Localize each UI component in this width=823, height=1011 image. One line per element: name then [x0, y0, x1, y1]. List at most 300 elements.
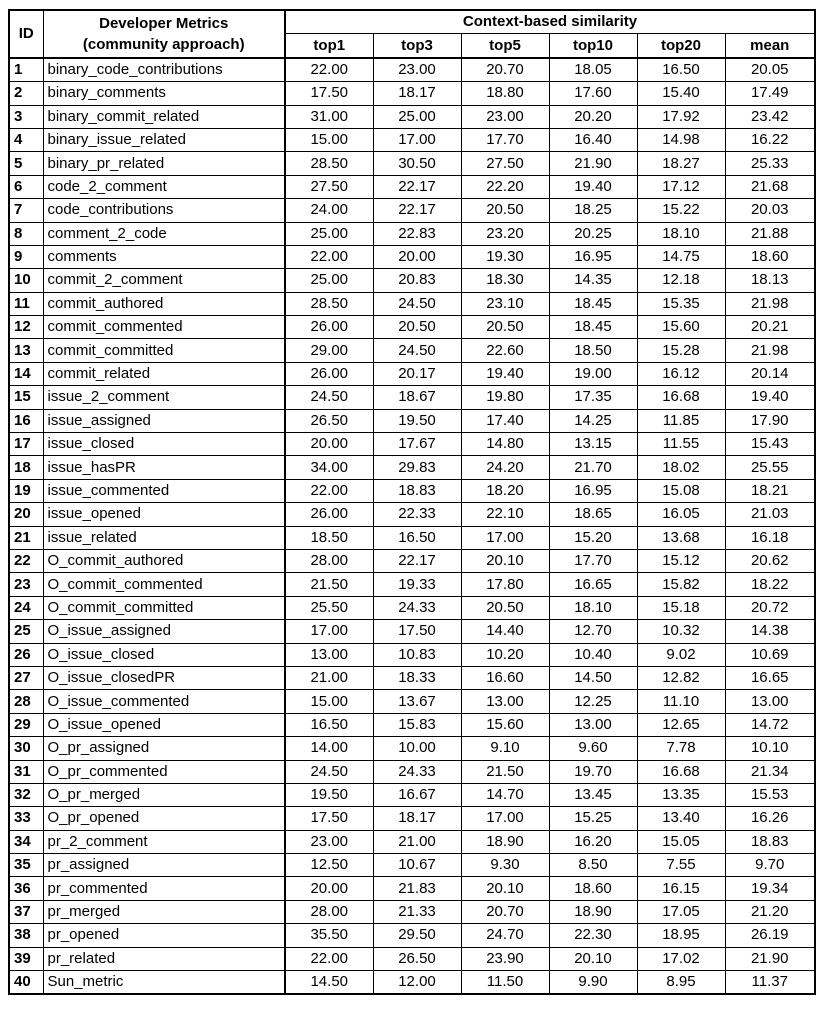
cell-mean: 21.98 [725, 339, 815, 362]
cell-top20: 15.12 [637, 549, 725, 572]
table-row [9, 456, 815, 479]
row-id: 1 [9, 58, 43, 82]
row-id: 24 [9, 596, 43, 619]
row-metric-name: issue_2_comment [43, 386, 285, 409]
table-row [9, 222, 815, 245]
cell-top20: 15.08 [637, 479, 725, 502]
cell-top20: 11.55 [637, 433, 725, 456]
row-metric-name: code_2_comment [43, 175, 285, 198]
cell-top5: 17.40 [461, 409, 549, 432]
cell-mean: 10.10 [725, 737, 815, 760]
cell-top1: 23.00 [285, 830, 373, 853]
row-metric-name: pr_opened [43, 924, 285, 947]
cell-top3: 26.50 [373, 947, 461, 970]
cell-top10: 20.10 [549, 947, 637, 970]
table-row [9, 105, 815, 128]
cell-top20: 16.05 [637, 503, 725, 526]
table-row [9, 409, 815, 432]
cell-mean: 18.60 [725, 245, 815, 268]
cell-top3: 18.83 [373, 479, 461, 502]
cell-mean: 21.88 [725, 222, 815, 245]
cell-top10: 20.20 [549, 105, 637, 128]
cell-top3: 16.67 [373, 783, 461, 806]
row-metric-name: issue_related [43, 526, 285, 549]
cell-top20: 17.12 [637, 175, 725, 198]
cell-top3: 22.17 [373, 549, 461, 572]
cell-top10: 9.60 [549, 737, 637, 760]
cell-top1: 15.00 [285, 128, 373, 151]
metrics-table [8, 9, 816, 995]
cell-mean: 21.98 [725, 292, 815, 315]
cell-top20: 16.68 [637, 760, 725, 783]
table-row [9, 666, 815, 689]
cell-top10: 20.25 [549, 222, 637, 245]
cell-top1: 34.00 [285, 456, 373, 479]
row-metric-name: pr_related [43, 947, 285, 970]
row-id: 40 [9, 971, 43, 995]
cell-top3: 12.00 [373, 971, 461, 995]
table-row [9, 690, 815, 713]
row-id: 34 [9, 830, 43, 853]
cell-top3: 24.50 [373, 292, 461, 315]
cell-top3: 22.33 [373, 503, 461, 526]
cell-top5: 19.80 [461, 386, 549, 409]
cell-top1: 26.50 [285, 409, 373, 432]
row-id: 8 [9, 222, 43, 245]
cell-top3: 20.17 [373, 362, 461, 385]
cell-top3: 17.67 [373, 433, 461, 456]
cell-mean: 16.22 [725, 128, 815, 151]
row-id: 12 [9, 316, 43, 339]
cell-top1: 19.50 [285, 783, 373, 806]
cell-top20: 15.60 [637, 316, 725, 339]
table-row [9, 783, 815, 806]
cell-top5: 24.70 [461, 924, 549, 947]
cell-top10: 17.60 [549, 82, 637, 105]
row-id: 33 [9, 807, 43, 830]
cell-top5: 19.40 [461, 362, 549, 385]
cell-top1: 13.00 [285, 643, 373, 666]
cell-mean: 14.38 [725, 620, 815, 643]
cell-top5: 17.00 [461, 526, 549, 549]
cell-top20: 16.15 [637, 877, 725, 900]
cell-top3: 21.33 [373, 900, 461, 923]
row-metric-name: commit_committed [43, 339, 285, 362]
row-id: 28 [9, 690, 43, 713]
row-id: 20 [9, 503, 43, 526]
cell-mean: 16.18 [725, 526, 815, 549]
table-row [9, 924, 815, 947]
table-row [9, 971, 815, 995]
cell-top1: 12.50 [285, 854, 373, 877]
row-metric-name: binary_commit_related [43, 105, 285, 128]
table-row [9, 947, 815, 970]
table-row [9, 549, 815, 572]
row-metric-name: binary_issue_related [43, 128, 285, 151]
cell-top10: 13.15 [549, 433, 637, 456]
table-row [9, 175, 815, 198]
cell-top10: 17.35 [549, 386, 637, 409]
cell-top5: 14.80 [461, 433, 549, 456]
cell-top1: 21.00 [285, 666, 373, 689]
cell-mean: 25.55 [725, 456, 815, 479]
cell-top20: 13.68 [637, 526, 725, 549]
cell-top1: 28.50 [285, 152, 373, 175]
header-top20: top20 [637, 34, 725, 58]
cell-top5: 23.00 [461, 105, 549, 128]
row-metric-name: code_contributions [43, 199, 285, 222]
row-id: 11 [9, 292, 43, 315]
cell-top5: 17.80 [461, 573, 549, 596]
row-metric-name: O_issue_opened [43, 713, 285, 736]
cell-top10: 14.35 [549, 269, 637, 292]
cell-top10: 16.20 [549, 830, 637, 853]
cell-top1: 14.50 [285, 971, 373, 995]
cell-top20: 7.55 [637, 854, 725, 877]
cell-mean: 21.20 [725, 900, 815, 923]
cell-top3: 22.17 [373, 175, 461, 198]
cell-top5: 19.30 [461, 245, 549, 268]
cell-top10: 8.50 [549, 854, 637, 877]
cell-top3: 21.00 [373, 830, 461, 853]
cell-top1: 28.00 [285, 900, 373, 923]
cell-top10: 18.10 [549, 596, 637, 619]
cell-top10: 15.20 [549, 526, 637, 549]
cell-top20: 15.35 [637, 292, 725, 315]
cell-top5: 21.50 [461, 760, 549, 783]
cell-top1: 22.00 [285, 245, 373, 268]
row-metric-name: O_pr_commented [43, 760, 285, 783]
cell-top1: 25.50 [285, 596, 373, 619]
table-row [9, 713, 815, 736]
cell-top1: 35.50 [285, 924, 373, 947]
cell-top10: 16.95 [549, 479, 637, 502]
cell-top1: 20.00 [285, 877, 373, 900]
cell-mean: 25.33 [725, 152, 815, 175]
row-id: 38 [9, 924, 43, 947]
cell-top5: 22.60 [461, 339, 549, 362]
cell-top20: 17.02 [637, 947, 725, 970]
cell-top5: 23.90 [461, 947, 549, 970]
header-id: ID [9, 10, 43, 58]
row-metric-name: O_issue_commented [43, 690, 285, 713]
cell-top10: 9.90 [549, 971, 637, 995]
cell-top1: 26.00 [285, 316, 373, 339]
row-id: 13 [9, 339, 43, 362]
row-id: 39 [9, 947, 43, 970]
cell-top5: 18.20 [461, 479, 549, 502]
table-row [9, 292, 815, 315]
table-row [9, 82, 815, 105]
table-row [9, 152, 815, 175]
cell-top20: 12.18 [637, 269, 725, 292]
cell-top10: 18.50 [549, 339, 637, 362]
cell-top3: 29.50 [373, 924, 461, 947]
cell-mean: 16.26 [725, 807, 815, 830]
table-row [9, 807, 815, 830]
row-id: 17 [9, 433, 43, 456]
cell-top20: 16.50 [637, 58, 725, 82]
cell-top1: 26.00 [285, 503, 373, 526]
cell-top5: 15.60 [461, 713, 549, 736]
row-id: 31 [9, 760, 43, 783]
cell-top3: 17.00 [373, 128, 461, 151]
cell-top5: 11.50 [461, 971, 549, 995]
cell-top5: 20.70 [461, 58, 549, 82]
cell-top3: 25.00 [373, 105, 461, 128]
cell-mean: 16.65 [725, 666, 815, 689]
row-metric-name: comment_2_code [43, 222, 285, 245]
row-id: 14 [9, 362, 43, 385]
cell-mean: 19.34 [725, 877, 815, 900]
row-metric-name: O_commit_authored [43, 549, 285, 572]
cell-top5: 20.50 [461, 596, 549, 619]
cell-top10: 13.45 [549, 783, 637, 806]
cell-mean: 9.70 [725, 854, 815, 877]
cell-top5: 24.20 [461, 456, 549, 479]
cell-top5: 23.10 [461, 292, 549, 315]
cell-top20: 9.02 [637, 643, 725, 666]
row-metric-name: issue_closed [43, 433, 285, 456]
cell-top1: 21.50 [285, 573, 373, 596]
cell-top1: 24.00 [285, 199, 373, 222]
cell-top1: 25.00 [285, 222, 373, 245]
cell-top10: 15.25 [549, 807, 637, 830]
cell-top10: 18.45 [549, 316, 637, 339]
cell-top3: 10.67 [373, 854, 461, 877]
cell-top3: 19.50 [373, 409, 461, 432]
row-id: 26 [9, 643, 43, 666]
row-metric-name: O_pr_assigned [43, 737, 285, 760]
cell-top3: 20.50 [373, 316, 461, 339]
row-id: 37 [9, 900, 43, 923]
cell-top1: 28.00 [285, 549, 373, 572]
cell-top20: 15.28 [637, 339, 725, 362]
cell-top5: 20.10 [461, 549, 549, 572]
row-id: 15 [9, 386, 43, 409]
table-row [9, 362, 815, 385]
cell-top10: 16.95 [549, 245, 637, 268]
row-metric-name: Sun_metric [43, 971, 285, 995]
cell-top1: 24.50 [285, 760, 373, 783]
cell-top5: 10.20 [461, 643, 549, 666]
cell-top3: 23.00 [373, 58, 461, 82]
cell-top5: 20.70 [461, 900, 549, 923]
cell-top20: 18.27 [637, 152, 725, 175]
cell-top3: 13.67 [373, 690, 461, 713]
cell-top20: 11.85 [637, 409, 725, 432]
cell-top20: 15.82 [637, 573, 725, 596]
header-top1: top1 [285, 34, 373, 58]
row-id: 7 [9, 199, 43, 222]
cell-mean: 15.53 [725, 783, 815, 806]
cell-top3: 24.33 [373, 760, 461, 783]
row-id: 19 [9, 479, 43, 502]
cell-top3: 24.33 [373, 596, 461, 619]
cell-mean: 20.72 [725, 596, 815, 619]
cell-top3: 24.50 [373, 339, 461, 362]
cell-top1: 16.50 [285, 713, 373, 736]
row-id: 21 [9, 526, 43, 549]
cell-top20: 16.12 [637, 362, 725, 385]
header-metric-line1: Developer Metrics [99, 14, 229, 32]
cell-top10: 17.70 [549, 549, 637, 572]
table-row [9, 316, 815, 339]
cell-top10: 16.65 [549, 573, 637, 596]
cell-mean: 17.90 [725, 409, 815, 432]
cell-top3: 10.83 [373, 643, 461, 666]
table-header [9, 10, 815, 58]
cell-top5: 9.10 [461, 737, 549, 760]
cell-top3: 20.00 [373, 245, 461, 268]
header-top5: top5 [461, 34, 549, 58]
cell-top10: 22.30 [549, 924, 637, 947]
cell-mean: 26.19 [725, 924, 815, 947]
row-metric-name: O_commit_commented [43, 573, 285, 596]
row-id: 5 [9, 152, 43, 175]
table-row [9, 620, 815, 643]
row-id: 29 [9, 713, 43, 736]
cell-top20: 17.05 [637, 900, 725, 923]
cell-top10: 18.05 [549, 58, 637, 82]
cell-top5: 18.80 [461, 82, 549, 105]
cell-mean: 21.90 [725, 947, 815, 970]
cell-top10: 18.25 [549, 199, 637, 222]
cell-top10: 18.90 [549, 900, 637, 923]
row-id: 36 [9, 877, 43, 900]
table-row [9, 199, 815, 222]
cell-top10: 12.25 [549, 690, 637, 713]
cell-top1: 20.00 [285, 433, 373, 456]
cell-top5: 13.00 [461, 690, 549, 713]
header-group: Context-based similarity [285, 10, 815, 34]
cell-mean: 20.62 [725, 549, 815, 572]
cell-mean: 17.49 [725, 82, 815, 105]
cell-top5: 20.50 [461, 199, 549, 222]
row-id: 22 [9, 549, 43, 572]
cell-mean: 20.03 [725, 199, 815, 222]
cell-mean: 21.68 [725, 175, 815, 198]
row-id: 32 [9, 783, 43, 806]
row-metric-name: commit_authored [43, 292, 285, 315]
row-metric-name: binary_code_contributions [43, 58, 285, 82]
table-row [9, 269, 815, 292]
cell-top3: 10.00 [373, 737, 461, 760]
cell-top5: 20.50 [461, 316, 549, 339]
row-id: 2 [9, 82, 43, 105]
cell-top20: 15.22 [637, 199, 725, 222]
row-metric-name: pr_merged [43, 900, 285, 923]
cell-top1: 26.00 [285, 362, 373, 385]
cell-top20: 17.92 [637, 105, 725, 128]
cell-top1: 17.50 [285, 82, 373, 105]
table-row [9, 58, 815, 82]
header-metric-line2: (community approach) [82, 35, 245, 53]
cell-top20: 8.95 [637, 971, 725, 995]
table-row [9, 900, 815, 923]
header-top3: top3 [373, 34, 461, 58]
cell-top1: 15.00 [285, 690, 373, 713]
cell-top1: 28.50 [285, 292, 373, 315]
cell-top3: 18.17 [373, 807, 461, 830]
cell-top3: 22.83 [373, 222, 461, 245]
table-row [9, 643, 815, 666]
row-id: 27 [9, 666, 43, 689]
cell-top5: 20.10 [461, 877, 549, 900]
row-metric-name: issue_assigned [43, 409, 285, 432]
cell-top3: 17.50 [373, 620, 461, 643]
row-metric-name: pr_assigned [43, 854, 285, 877]
cell-top20: 11.10 [637, 690, 725, 713]
row-metric-name: O_commit_committed [43, 596, 285, 619]
cell-mean: 20.21 [725, 316, 815, 339]
cell-mean: 19.40 [725, 386, 815, 409]
cell-mean: 20.14 [725, 362, 815, 385]
cell-top10: 19.70 [549, 760, 637, 783]
cell-top1: 27.50 [285, 175, 373, 198]
table-row [9, 245, 815, 268]
cell-top5: 17.70 [461, 128, 549, 151]
cell-top1: 29.00 [285, 339, 373, 362]
cell-top5: 22.20 [461, 175, 549, 198]
header-top10: top10 [549, 34, 637, 58]
header-metric [43, 10, 285, 58]
row-id: 9 [9, 245, 43, 268]
cell-mean: 11.37 [725, 971, 815, 995]
cell-top20: 15.05 [637, 830, 725, 853]
cell-top20: 18.02 [637, 456, 725, 479]
cell-mean: 23.42 [725, 105, 815, 128]
cell-top20: 18.10 [637, 222, 725, 245]
cell-top20: 12.82 [637, 666, 725, 689]
cell-top20: 13.40 [637, 807, 725, 830]
row-id: 18 [9, 456, 43, 479]
cell-top3: 30.50 [373, 152, 461, 175]
cell-top3: 18.33 [373, 666, 461, 689]
table-row [9, 573, 815, 596]
row-id: 4 [9, 128, 43, 151]
table-body [9, 58, 815, 995]
table-row [9, 128, 815, 151]
table-row [9, 854, 815, 877]
row-id: 30 [9, 737, 43, 760]
row-metric-name: O_issue_assigned [43, 620, 285, 643]
row-metric-name: commit_related [43, 362, 285, 385]
cell-top10: 13.00 [549, 713, 637, 736]
row-metric-name: O_issue_closed [43, 643, 285, 666]
cell-top1: 22.00 [285, 58, 373, 82]
cell-top1: 22.00 [285, 479, 373, 502]
cell-top20: 15.18 [637, 596, 725, 619]
cell-top20: 14.75 [637, 245, 725, 268]
cell-top1: 18.50 [285, 526, 373, 549]
row-id: 6 [9, 175, 43, 198]
cell-top5: 22.10 [461, 503, 549, 526]
cell-top5: 18.30 [461, 269, 549, 292]
cell-top3: 29.83 [373, 456, 461, 479]
cell-top20: 10.32 [637, 620, 725, 643]
cell-mean: 13.00 [725, 690, 815, 713]
table-row [9, 433, 815, 456]
row-id: 10 [9, 269, 43, 292]
row-metric-name: issue_hasPR [43, 456, 285, 479]
cell-top10: 10.40 [549, 643, 637, 666]
cell-mean: 21.34 [725, 760, 815, 783]
cell-top1: 22.00 [285, 947, 373, 970]
cell-mean: 21.03 [725, 503, 815, 526]
cell-top1: 31.00 [285, 105, 373, 128]
cell-top5: 14.40 [461, 620, 549, 643]
